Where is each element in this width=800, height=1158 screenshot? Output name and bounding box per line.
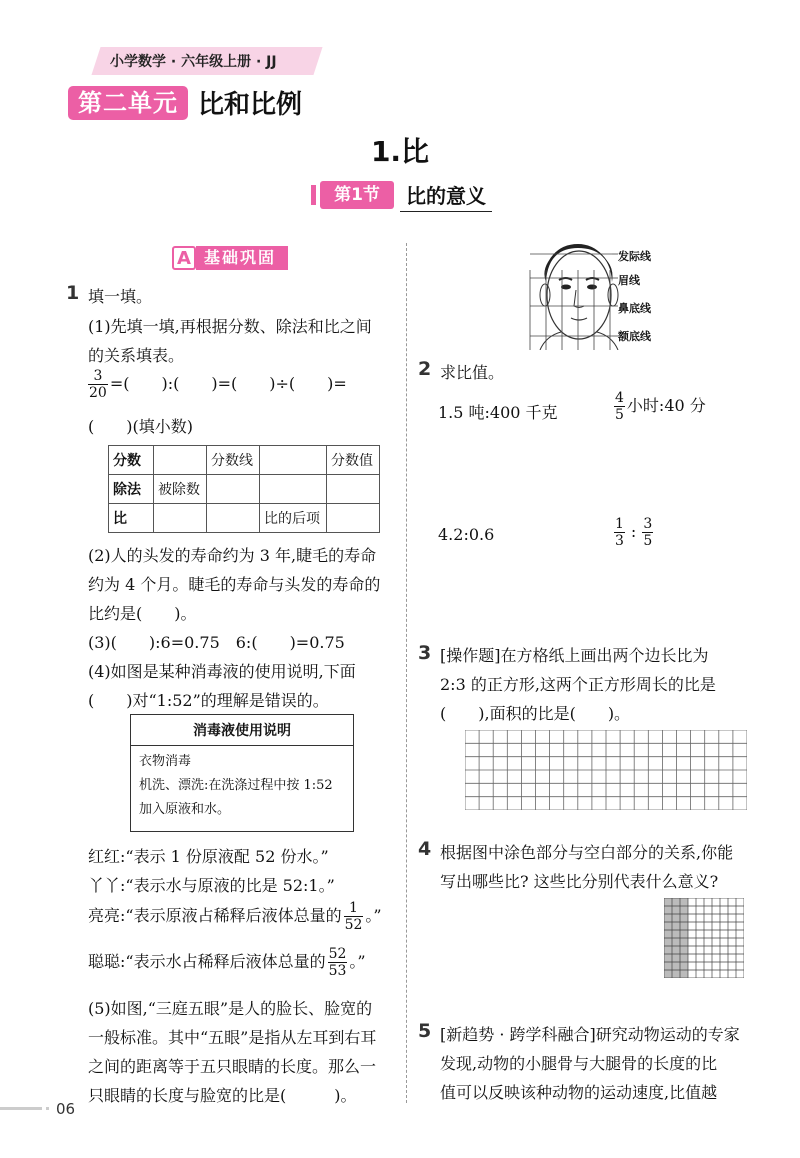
fraction (642, 516, 653, 549)
section-stripe (311, 185, 316, 205)
ratio-text: 小时:40 分 (626, 396, 706, 415)
part-letter: A (172, 246, 196, 270)
table-cell: 分数线 (207, 446, 260, 475)
box-line: 加入原液和水。 (139, 802, 231, 817)
equation-blanks: =( ):( )=( )÷( )= (109, 374, 347, 393)
box-line: 机洗、漂洗:在洗涤过程中按 1:52 (139, 778, 333, 793)
fraction (88, 368, 108, 401)
statement-text: 。” (349, 952, 366, 971)
face-drawing (540, 244, 618, 350)
box-line: 衣物消毒 (139, 754, 192, 769)
table-cell[interactable] (154, 446, 207, 475)
equation-line (86, 368, 347, 401)
question-number: 5 (418, 1020, 432, 1042)
table-cell: 除法 (109, 475, 154, 504)
page-number: 06 (56, 1100, 76, 1118)
numerator: 3 (643, 516, 653, 532)
table-cell[interactable] (327, 475, 380, 504)
ratio-item (612, 390, 706, 423)
text-line: (1)先填一填,再根据分数、除法和比之间 (88, 317, 372, 336)
denominator: 53 (328, 963, 347, 979)
text-line: (4)如图是某种消毒液的使用说明,下面 (88, 662, 356, 681)
table-cell: 分数 (109, 446, 154, 475)
ratio-colon: : (630, 522, 637, 541)
table-row (109, 446, 380, 475)
text-line: (3)( ):6=0.75 6:( )=0.75 (88, 633, 345, 652)
numerator: 1 (344, 900, 364, 917)
question-number: 2 (418, 358, 432, 380)
text-line: ( ),面积的比是( )。 (440, 704, 631, 723)
denominator: 5 (615, 407, 624, 423)
table-cell[interactable] (260, 475, 327, 504)
part-title: 基础巩固 (196, 246, 288, 270)
table-cell: 比 (109, 504, 154, 533)
text-line: ( )对“1:52”的理解是错误的。 (88, 691, 329, 710)
table-cell[interactable] (207, 504, 260, 533)
numerator: 52 (328, 946, 347, 962)
denominator: 3 (615, 533, 624, 549)
footer-dot (46, 1107, 49, 1110)
text-line: 比约是( )。 (88, 604, 197, 623)
statement-text: 。” (365, 906, 382, 925)
face-label: 发际线 (618, 250, 651, 263)
table-cell[interactable] (154, 504, 207, 533)
section-title: 比的意义 (400, 178, 492, 212)
part-a-badge (172, 246, 288, 270)
text-line: 一般标准。其中“五眼”是指从左耳到右耳 (88, 1028, 377, 1047)
unit-title: 比和比例 (198, 90, 303, 120)
question-title: 填一填。 (88, 287, 153, 306)
square-grid-paper[interactable] (465, 730, 747, 810)
fraction (614, 390, 625, 423)
table-cell[interactable] (327, 504, 380, 533)
numerator: 1 (615, 516, 624, 532)
table-row (109, 504, 380, 533)
disinfectant-instructions (130, 714, 354, 832)
text-line: 的关系填表。 (88, 346, 185, 365)
lesson-title: 1.比 (370, 135, 430, 168)
text-line: (2)人的头发的寿命约为 3 年,睫毛的寿命 (88, 546, 377, 565)
statement-line (88, 900, 382, 933)
table-cell: 分数值 (327, 446, 380, 475)
shaded-grid (664, 898, 744, 978)
fill-table (108, 445, 380, 533)
face-label: 额底线 (618, 330, 651, 343)
statement-line (88, 946, 366, 979)
denominator: 20 (89, 385, 107, 401)
denominator: 5 (643, 533, 653, 549)
text-line: [新趋势 · 跨学科融合]研究动物运动的专家 (440, 1025, 740, 1044)
column-divider (406, 243, 407, 1103)
table-cell: 被除数 (154, 475, 207, 504)
unit-badge: 第二单元 (68, 86, 188, 120)
ratio-item: 1.5 吨:400 千克 (438, 403, 558, 422)
table-cell[interactable] (260, 446, 327, 475)
question-number: 1 (66, 282, 80, 304)
text-line: [操作题]在方格纸上画出两个边长比为 (440, 646, 709, 665)
ratio-item (612, 516, 655, 549)
text-line: 发现,动物的小腿骨与大腿骨的长度的比 (440, 1054, 718, 1073)
statement-text: 聪聪:“表示水占稀释后液体总量的 (88, 952, 326, 971)
denominator: 52 (344, 917, 363, 933)
text-line: 根据图中涂色部分与空白部分的关系,你能 (440, 843, 734, 862)
table-row (109, 475, 380, 504)
table-cell[interactable] (207, 475, 260, 504)
face-label: 鼻底线 (618, 302, 651, 315)
face-label: 眉线 (618, 274, 640, 287)
book-title: 小学数学 · 六年级上册 · JJ (110, 54, 277, 70)
footer-bar (0, 1107, 42, 1110)
box-title: 消毒液使用说明 (131, 715, 353, 746)
question-number: 3 (418, 642, 432, 664)
fraction (614, 516, 625, 549)
text-line: 之间的距离等于五只眼睛的长度。那么一 (88, 1057, 377, 1076)
numerator: 4 (615, 390, 624, 406)
text-line: (5)如图,“三庭五眼”是人的脸长、脸宽的 (88, 999, 373, 1018)
question-title: 求比值。 (440, 363, 505, 382)
question-number: 4 (418, 838, 432, 860)
numerator: 3 (88, 368, 108, 385)
fraction (328, 946, 348, 979)
text-line: 丫丫:“表示水与原液的比是 52:1。” (88, 876, 335, 895)
statement-text: 亮亮:“表示原液占稀释后液体总量的 (88, 906, 342, 925)
ratio-item: 4.2:0.6 (438, 525, 495, 544)
text-line: 只眼睛的长度与脸宽的比是( )。 (88, 1086, 357, 1105)
text-line: 2:3 的正方形,这两个正方形周长的比是 (440, 675, 716, 694)
text-line: 写出哪些比? 这些比分别代表什么意义? (440, 872, 719, 891)
text-line: 红红:“表示 1 份原液配 52 份水。” (88, 847, 329, 866)
text-line: ( )(填小数) (88, 417, 193, 436)
table-cell: 比的后项 (260, 504, 327, 533)
section-badge: 第1节 (320, 181, 394, 209)
text-line: 值可以反映该种动物的运动速度,比值越 (440, 1083, 718, 1102)
text-line: 约为 4 个月。睫毛的寿命与头发的寿命的 (88, 575, 381, 594)
fraction (344, 900, 364, 933)
